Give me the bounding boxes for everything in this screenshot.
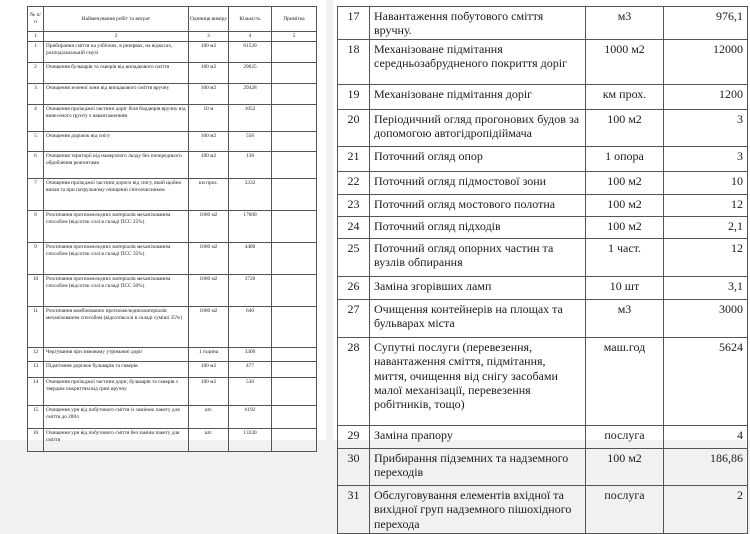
quantity-cell: 3000	[664, 300, 748, 338]
table-row	[28, 347, 317, 361]
unit-cell: 100 м2	[189, 377, 229, 405]
unit-cell: 10 м	[189, 104, 229, 131]
quantity-cell: 3332	[229, 178, 272, 210]
quantity-cell: 3300	[229, 347, 272, 361]
note-cell	[272, 306, 317, 347]
note-cell	[272, 178, 317, 210]
quantity-cell: 6192	[229, 405, 272, 428]
quantity-cell: 556	[229, 131, 272, 151]
quantity-cell: 3,1	[664, 277, 748, 300]
left-table-body	[28, 41, 317, 451]
quantity-cell: 17600	[229, 210, 272, 242]
column-number: 4	[229, 32, 272, 42]
unit-cell: км прох.	[586, 85, 664, 110]
unit-cell: 10 шт	[586, 277, 664, 300]
work-name: Заміна згорівших ламп	[370, 277, 586, 300]
quantity-cell: 477	[229, 361, 272, 377]
work-name: Поточний огляд підходів	[370, 217, 586, 239]
work-name: Розсипання протиожеледних матеріалів механізованим способом (відсоток солі в складі ПСС 50%)	[44, 274, 189, 306]
table-row	[338, 338, 748, 426]
work-name: Очищення доріжок від снігу	[44, 131, 189, 151]
quantity-cell: 12	[664, 195, 748, 217]
work-name: Розсипання комбінованих протиожеледнихматеріалів механізованим способом (відсотоксолі в складі суміші 35%)	[44, 306, 189, 347]
row-number: 6	[28, 151, 44, 178]
work-name: Очищення території від намерзлого льоду без попереднього оброблення реагентами	[44, 151, 189, 178]
note-cell	[272, 104, 317, 131]
note-cell	[272, 274, 317, 306]
quantity-cell: 2	[664, 486, 748, 533]
note-cell	[272, 361, 317, 377]
unit-cell: шт.	[189, 428, 229, 451]
work-name: Очищення бульварів та скверів від випадкового сміття	[44, 62, 189, 83]
unit-cell: 100 м2	[586, 110, 664, 147]
table-row	[338, 147, 748, 172]
row-number: 12	[28, 347, 44, 361]
row-number: 1	[28, 41, 44, 62]
unit-cell: 100 м2	[586, 195, 664, 217]
work-name: Розсипання протиожеледних матеріалів механізованим способом (відсоток солі в складі ПСС 25%)	[44, 210, 189, 242]
row-number: 26	[338, 277, 370, 300]
work-name: Обслуговування елементів вхідної та вихідної груп надземного пішохідного перехода	[370, 486, 586, 533]
header-quantity: Кількість	[229, 7, 272, 32]
work-name: Прибирання підземних та надземного переходів	[370, 449, 586, 486]
unit-cell: 1 опора	[586, 147, 664, 172]
note-cell	[272, 131, 317, 151]
table-row	[338, 172, 748, 195]
table-row	[28, 178, 317, 210]
table-row	[28, 405, 317, 428]
row-number: 4	[28, 104, 44, 131]
row-number: 15	[28, 405, 44, 428]
row-number: 9	[28, 242, 44, 274]
row-number: 30	[338, 449, 370, 486]
quantity-cell: 138	[229, 151, 272, 178]
quantity-cell: 29025	[229, 62, 272, 83]
note-cell	[272, 405, 317, 428]
unit-cell: 1 част.	[586, 239, 664, 277]
quantity-cell: 2,1	[664, 217, 748, 239]
unit-cell: м3	[586, 7, 664, 40]
table-row	[28, 62, 317, 83]
work-name: Підмітання доріжок бульварів та скверів	[44, 361, 189, 377]
note-cell	[272, 210, 317, 242]
table-row	[338, 426, 748, 449]
work-name: Механізоване підмітання доріг	[370, 85, 586, 110]
row-number: 5	[28, 131, 44, 151]
quantity-cell: 3	[664, 147, 748, 172]
unit-cell: 100 м2	[189, 131, 229, 151]
row-number: 13	[28, 361, 44, 377]
note-cell	[272, 41, 317, 62]
quantity-cell: 3	[664, 110, 748, 147]
unit-cell: 1000 м2	[189, 210, 229, 242]
unit-cell: 1000 м2	[189, 274, 229, 306]
quantity-cell: 530	[229, 377, 272, 405]
right-table-body	[338, 7, 748, 534]
table-row	[338, 217, 748, 239]
column-number: 3	[189, 32, 229, 42]
work-name: Поточний огляд мостового полотна	[370, 195, 586, 217]
table-row	[28, 428, 317, 451]
table-row	[338, 7, 748, 40]
note-cell	[272, 377, 317, 405]
work-name: Періодичний огляд прогонових будов за допомогою автогідропідіймача	[370, 110, 586, 147]
quantity-cell: 61520	[229, 41, 272, 62]
quantity-cell: 5624	[664, 338, 748, 426]
quantity-cell: 3720	[229, 274, 272, 306]
table-row	[28, 104, 317, 131]
work-name: Очищення проїжджої частини доріг біля бордюрів вручну від винесеного ґрунту з навантаженням	[44, 104, 189, 131]
row-number: 16	[28, 428, 44, 451]
table-row	[28, 377, 317, 405]
unit-cell: 1000 м2	[189, 306, 229, 347]
unit-cell: 100 м2	[189, 83, 229, 104]
quantity-cell: 29428	[229, 83, 272, 104]
table-row	[28, 41, 317, 62]
unit-cell: 1 година	[189, 347, 229, 361]
work-name: Розсипання протиожеледних матеріалів механізованим способом (відсоток солі в складі ПСС 35%)	[44, 242, 189, 274]
unit-cell: 100 м2	[586, 449, 664, 486]
work-name: Механізоване підмітання середньозабрудненого покриття доріг	[370, 40, 586, 85]
table-header-row	[28, 7, 317, 32]
quantity-cell: 4	[664, 426, 748, 449]
work-name: Очищення урн від побутового сміття із заміною пакету для сміття до 200л	[44, 405, 189, 428]
quantity-cell: 12000	[664, 40, 748, 85]
table-row	[338, 40, 748, 85]
row-number: 22	[338, 172, 370, 195]
note-cell	[272, 83, 317, 104]
quantity-cell: 640	[229, 306, 272, 347]
quantity-cell: 976,1	[664, 7, 748, 40]
table-row	[338, 195, 748, 217]
row-number: 18	[338, 40, 370, 85]
table-row	[338, 486, 748, 533]
unit-cell: маш.год	[586, 338, 664, 426]
row-number: 23	[338, 195, 370, 217]
unit-cell: послуга	[586, 426, 664, 449]
work-name: Очищення урн від побутового сміття без заміни пакету для сміття	[44, 428, 189, 451]
unit-cell: 1000 м2	[189, 242, 229, 274]
row-number: 14	[28, 377, 44, 405]
quantity-cell: 1052	[229, 104, 272, 131]
unit-cell: 1000 м2	[586, 40, 664, 85]
row-number: 29	[338, 426, 370, 449]
note-cell	[272, 151, 317, 178]
unit-cell: м3	[586, 300, 664, 338]
note-cell	[272, 347, 317, 361]
row-number: 28	[338, 338, 370, 426]
work-name: Чергування при зимовому утриманні доріг	[44, 347, 189, 361]
unit-cell: 100 м2	[586, 172, 664, 195]
quantity-cell: 12	[664, 239, 748, 277]
unit-cell: 100 м2	[189, 41, 229, 62]
row-number: 3	[28, 83, 44, 104]
work-name: Очищення зеленої зони від випадкового сміття вручну	[44, 83, 189, 104]
unit-cell: шт.	[189, 405, 229, 428]
table-row	[28, 306, 317, 347]
unit-cell: 100 м2	[189, 62, 229, 83]
unit-cell: 100 м2	[189, 361, 229, 377]
column-number: 2	[44, 32, 189, 42]
right-works-table	[337, 6, 748, 534]
right-document-page	[333, 0, 750, 531]
column-number: 5	[272, 32, 317, 42]
header-note: Примітка	[272, 7, 317, 32]
note-cell	[272, 242, 317, 274]
left-document-page	[0, 0, 326, 443]
table-row	[28, 131, 317, 151]
work-name: Прибирання сміття на узбіччях, в резервах, на відкосах, розподільчальній смузі	[44, 41, 189, 62]
work-name: Заміна прапору	[370, 426, 586, 449]
table-row	[28, 361, 317, 377]
quantity-cell: 4400	[229, 242, 272, 274]
row-number: 25	[338, 239, 370, 277]
work-name: Поточний огляд опорних частин та вузлів обпирання	[370, 239, 586, 277]
row-number: 10	[28, 274, 44, 306]
note-cell	[272, 62, 317, 83]
column-number: 1	[28, 32, 44, 42]
table-row	[28, 151, 317, 178]
unit-cell: 100 м2	[586, 217, 664, 239]
header-number: № п/п	[28, 7, 44, 32]
table-row	[28, 242, 317, 274]
unit-cell: послуга	[586, 486, 664, 533]
row-number: 31	[338, 486, 370, 533]
work-name: Очищення проїжджої частини доріг, бульварів та скверів з твердим покриттям від ґрязі вручну	[44, 377, 189, 405]
table-row	[338, 239, 748, 277]
work-name: Навантаження побутового сміття вручну.	[370, 7, 586, 40]
table-row	[28, 83, 317, 104]
unit-cell: 100 м2	[189, 151, 229, 178]
row-number: 8	[28, 210, 44, 242]
work-name: Поточний огляд підмостової зони	[370, 172, 586, 195]
row-number: 21	[338, 147, 370, 172]
quantity-cell: 10	[664, 172, 748, 195]
table-row	[338, 110, 748, 147]
row-number: 7	[28, 178, 44, 210]
quantity-cell: 13330	[229, 428, 272, 451]
header-unit: Одиниця виміру	[189, 7, 229, 32]
work-name: Супутні послуги (перевезення, навантаження сміття, підмітання, миття, очищення від снігу засобами малої механізації, перевезення робітників, тощо)	[370, 338, 586, 426]
row-number: 20	[338, 110, 370, 147]
work-name: Очищення проїжджої частини дороги від снігу, який щойно випав та при патрульному очищенні снігоочисником	[44, 178, 189, 210]
table-row	[28, 210, 317, 242]
row-number: 19	[338, 85, 370, 110]
table-row	[28, 274, 317, 306]
work-name: Очищення контейнерів на площах та бульварах міста	[370, 300, 586, 338]
row-number: 17	[338, 7, 370, 40]
table-row	[338, 449, 748, 486]
quantity-cell: 186,86	[664, 449, 748, 486]
left-works-table	[27, 6, 317, 452]
table-row	[338, 277, 748, 300]
table-row	[338, 300, 748, 338]
table-row	[338, 85, 748, 110]
work-name: Поточний огляд опор	[370, 147, 586, 172]
row-number: 27	[338, 300, 370, 338]
row-number: 2	[28, 62, 44, 83]
unit-cell: км прох.	[189, 178, 229, 210]
note-cell	[272, 428, 317, 451]
quantity-cell: 1200	[664, 85, 748, 110]
column-number-row	[28, 32, 317, 42]
row-number: 11	[28, 306, 44, 347]
row-number: 24	[338, 217, 370, 239]
header-name: Найменування робіт та витрат	[44, 7, 189, 32]
